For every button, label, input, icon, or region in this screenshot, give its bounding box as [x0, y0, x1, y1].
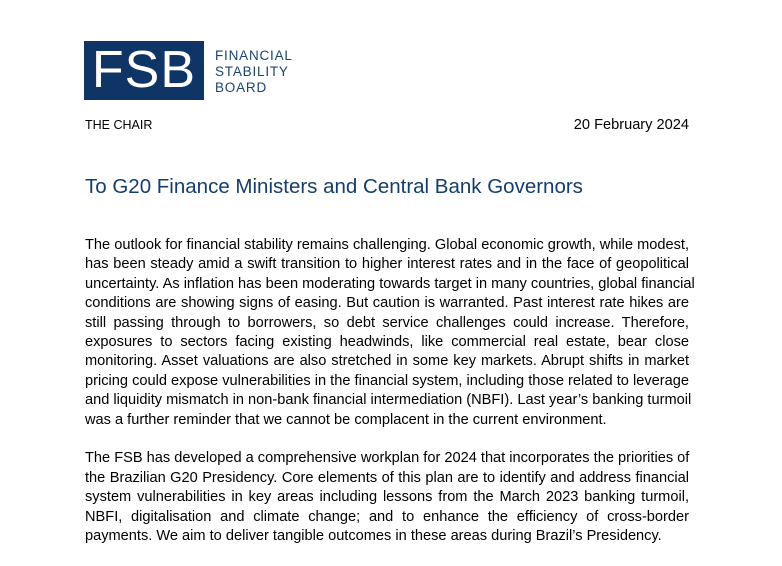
- paragraph-line: system vulnerabilities in key areas including lessons from the March 2023 banking turmoil,: [85, 489, 689, 506]
- paragraph-line: was a further reminder that we cannot be complacent in the current environment.: [85, 411, 607, 428]
- paragraph-line: pricing could expose vulnerabilities in the financial system, including those related to leverage: [85, 372, 689, 389]
- body-paragraph: [85, 236, 695, 430]
- paragraph-line: exposures to sectors facing existing headwinds, like commercial real estate, bear close: [85, 334, 689, 351]
- paragraph-line: NBFI, digitalisation and climate change; and to enhance the efficiency of cross-border: [85, 508, 689, 525]
- paragraph-line: and liquidity mismatch in non-bank financial intermediation (NBFI). Last year’s banking turmoil: [85, 392, 692, 409]
- fsb-logo-mark: FSB: [84, 41, 204, 100]
- fsb-logo-name: [215, 48, 293, 96]
- logo-name-line: STABILITY: [215, 64, 289, 79]
- body-paragraph: [85, 449, 689, 546]
- paragraph-line: The outlook for financial stability remains challenging. Global economic growth, while modest,: [85, 237, 689, 253]
- logo-name-line: FINANCIAL: [215, 48, 293, 63]
- paragraph-line: conditions are showing signs of easing. But caution is warranted. Past interest rate hikes are: [85, 295, 689, 312]
- paragraph-line: still passing through to borrowers, so debt service challenges could increase. Therefore,: [85, 314, 689, 331]
- paragraph-line: has been steady amid a swift transition to higher interest rates and in the face of geopolitical: [85, 256, 689, 273]
- letter-date: 20 February 2024: [573, 117, 689, 133]
- paragraph-line: the Brazilian G20 Presidency. Core elements of this plan are to identify and address financial: [85, 469, 689, 486]
- letter-title: To G20 Finance Ministers and Central Bank Governors: [85, 175, 583, 198]
- paragraph-line: payments. We aim to deliver tangible outcomes in these areas during Brazil’s Presidency.: [85, 528, 662, 545]
- letter-body: [85, 236, 695, 566]
- logo-name-line: BOARD: [215, 80, 268, 95]
- paragraph-line: The FSB has developed a comprehensive workplan for 2024 that incorporates the priorities of: [85, 450, 690, 467]
- sender-label: THE CHAIR: [85, 118, 153, 132]
- paragraph-line: monitoring. Asset valuations are also stretched in some key markets. Abrupt shifts in market: [85, 353, 689, 370]
- paragraph-line: uncertainty. As inflation has been moderating towards target in many countries, global financial: [85, 275, 695, 292]
